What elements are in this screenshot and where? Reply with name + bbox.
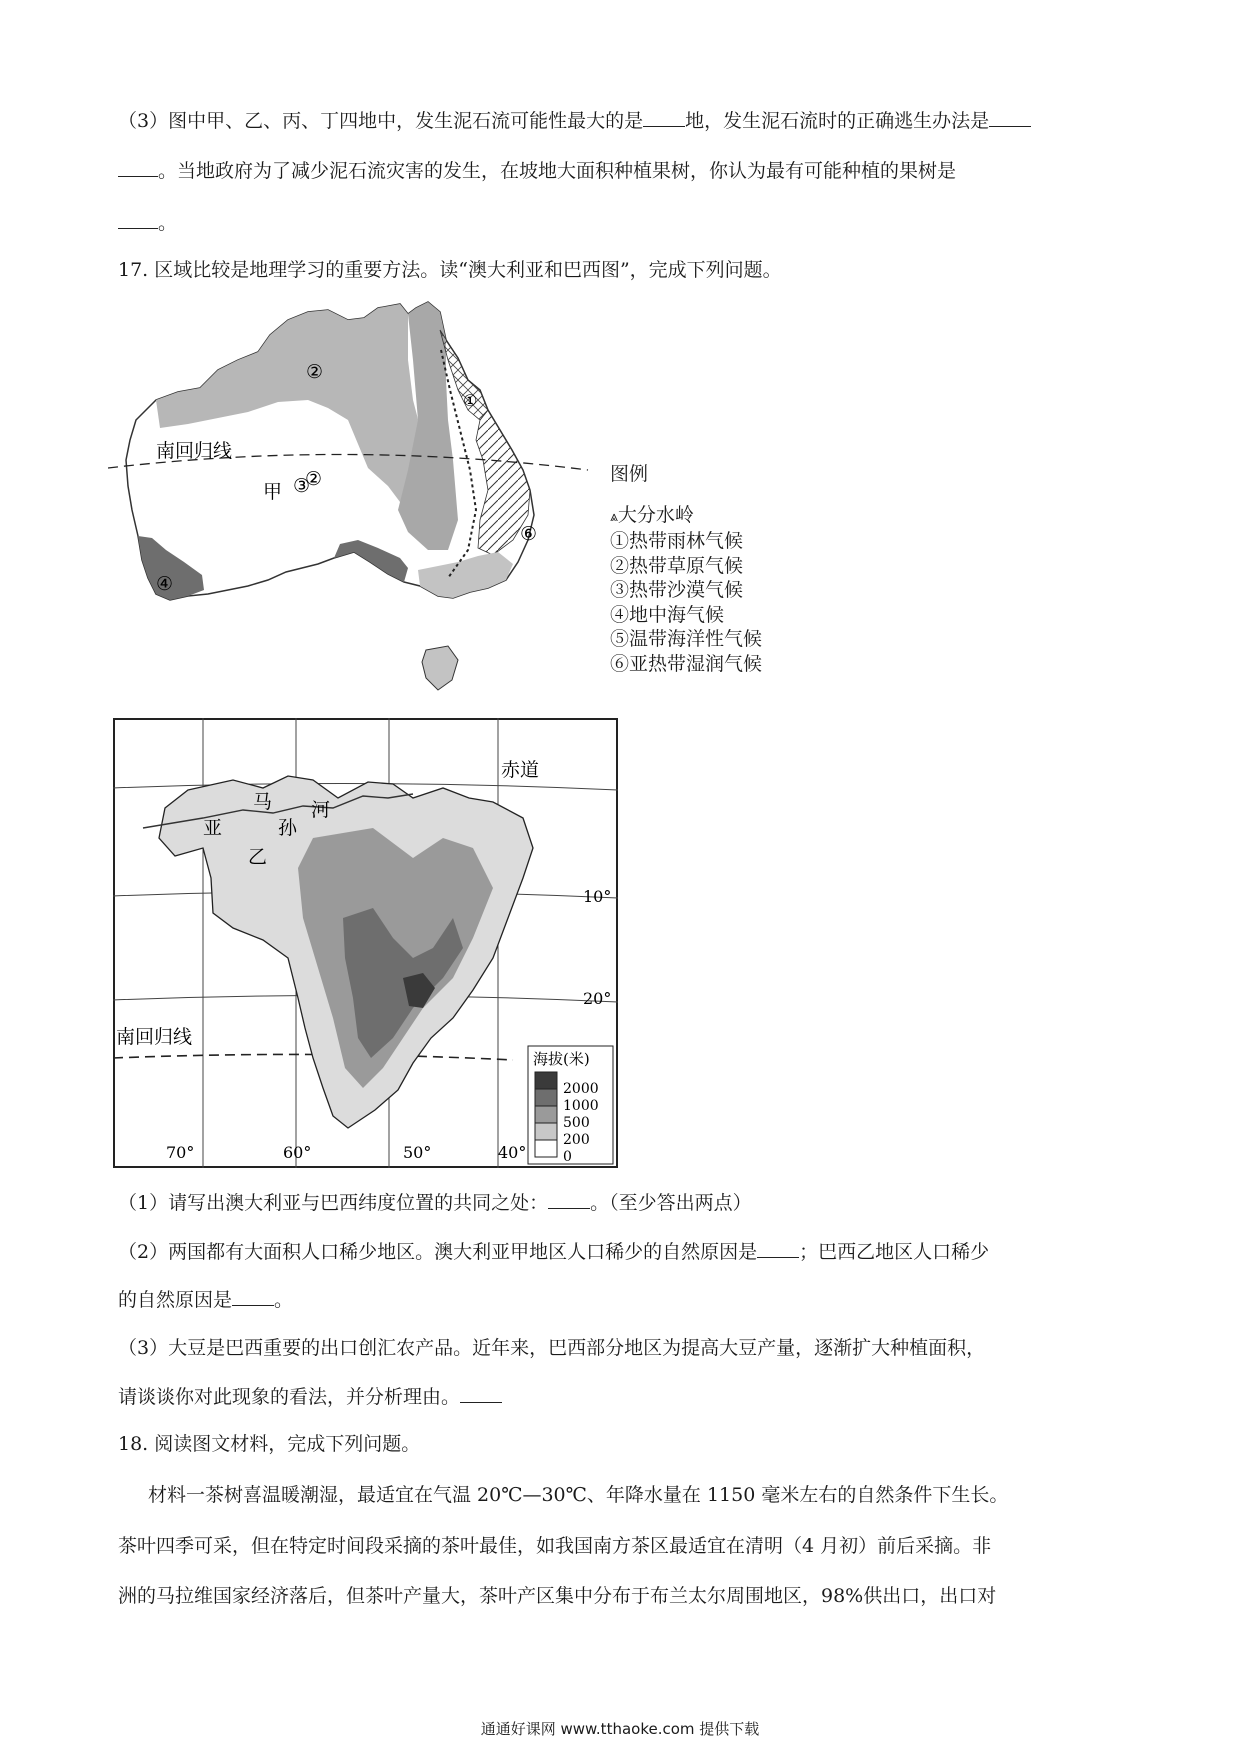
q17-1-suffix: 。（至少答出两点） bbox=[590, 1192, 752, 1214]
q16-3-text-b: 地，发生泥石流时的正确逃生办法是 bbox=[685, 110, 990, 132]
river-char: 孙 bbox=[278, 817, 298, 839]
page-footer: 通通好课网 www.tthaoke.com 提供下载 bbox=[480, 1720, 760, 1738]
legend-item: ⑥亚热带湿润气候 bbox=[610, 652, 763, 675]
river-char: 亚 bbox=[203, 817, 223, 839]
q16-3-text-d: 。 bbox=[158, 212, 178, 234]
q18-material1-line2: 茶叶四季可采，但在特定时间段采摘的茶叶最佳，如我国南方茶区最适宜在清明（4 月初）前后采摘。非 bbox=[118, 1535, 992, 1557]
lon-label: 60° bbox=[283, 1143, 312, 1162]
zone-label-2: ② bbox=[305, 468, 323, 490]
elevation-level: 200 bbox=[563, 1132, 590, 1148]
q18-material1-line1: 材料一茶树喜温暖潮湿，最适宜在气温 20℃—30℃、年降水量在 1150 毫米左右的自然条件下生长。 bbox=[148, 1484, 1009, 1506]
legend-item: ④地中海气候 bbox=[610, 603, 725, 626]
q17-intro: 17. 区域比较是地理学习的重要方法。读“澳大利亚和巴西图”，完成下列问题。 bbox=[118, 259, 782, 281]
q18-intro: 18. 阅读图文材料，完成下列问题。 bbox=[118, 1433, 421, 1455]
q17-2-text-d: 。 bbox=[274, 1289, 294, 1311]
elevation-legend-title: 海拔(米) bbox=[533, 1050, 590, 1068]
tropic-label: 南回归线 bbox=[156, 440, 233, 462]
q17-2-text-a: （2）两国都有大面积人口稀少地区。澳大利亚甲地区人口稀少的自然原因是 bbox=[118, 1241, 758, 1263]
answer-blank[interactable] bbox=[989, 108, 1031, 127]
zone-label-2-marker: ② bbox=[306, 361, 324, 383]
australia-map bbox=[108, 300, 598, 720]
lon-label: 70° bbox=[166, 1143, 195, 1162]
lon-label: 50° bbox=[403, 1143, 432, 1162]
answer-blank[interactable] bbox=[118, 158, 158, 177]
river-char: 河 bbox=[311, 799, 331, 821]
q17-2-text-c: 的自然原因是 bbox=[118, 1289, 233, 1311]
q16-3-text-a: （3）图中甲、乙、丙、丁四地中，发生泥石流可能性最大的是 bbox=[118, 110, 644, 132]
q16-3-line2 bbox=[118, 158, 956, 183]
legend-item: ①热带雨林气候 bbox=[610, 530, 744, 552]
place-jia: 甲 bbox=[263, 481, 283, 503]
place-yi: 乙 bbox=[248, 846, 268, 868]
brazil-map bbox=[113, 718, 618, 1168]
q17-1-text: （1）请写出澳大利亚与巴西纬度位置的共同之处： bbox=[118, 1192, 549, 1214]
tasmania bbox=[422, 646, 458, 690]
q17-1 bbox=[118, 1190, 752, 1215]
zone-label-3-marker: ③ bbox=[293, 475, 311, 497]
elevation-level: 1000 bbox=[563, 1098, 599, 1114]
zone-label-5-marker: ⑤ bbox=[478, 600, 496, 622]
q18-material1-line3: 洲的马拉维国家经济落后，但茶叶产量大，茶叶产区集中分布于布兰太尔周围地区，98%供出口，出口对 bbox=[118, 1585, 997, 1607]
q17-2-line2 bbox=[118, 1287, 293, 1312]
legend-item: ⩓大分水岭 bbox=[610, 503, 694, 526]
answer-blank[interactable] bbox=[643, 108, 685, 127]
lat-label: 20° bbox=[583, 989, 612, 1008]
legend-item: ③热带沙漠气候 bbox=[610, 579, 744, 601]
q17-3-line1: （3）大豆是巴西重要的出口创汇农产品。近年来，巴西部分地区为提高大豆产量，逐渐扩大种植面积， bbox=[118, 1337, 986, 1359]
zone-label-4-marker: ④ bbox=[156, 573, 174, 595]
elevation-level: 0 bbox=[563, 1149, 572, 1165]
lon-label: 40° bbox=[498, 1143, 527, 1162]
answer-blank[interactable] bbox=[232, 1287, 274, 1306]
q17-3-line2 bbox=[118, 1384, 502, 1409]
zone-label-1-marker: ① bbox=[463, 391, 478, 410]
q17-3-text: 请谈谈你对此现象的看法，并分析理由。 bbox=[118, 1386, 461, 1408]
zone-label-6-marker: ⑥ bbox=[520, 523, 538, 545]
answer-blank[interactable] bbox=[757, 1239, 799, 1258]
lat-label: 10° bbox=[583, 887, 612, 906]
answer-blank[interactable] bbox=[118, 210, 158, 229]
answer-blank[interactable] bbox=[548, 1190, 590, 1209]
q17-2-text-b: ；巴西乙地区人口稀少 bbox=[799, 1241, 990, 1263]
q16-3-text-c: 。当地政府为了减少泥石流灾害的发生，在坡地大面积种植果树，你认为最有可能种植的果树是 bbox=[158, 160, 957, 182]
q16-3-line1 bbox=[118, 108, 1031, 133]
elevation-legend bbox=[528, 1046, 613, 1165]
elevation-level: 500 bbox=[563, 1115, 590, 1131]
elevation-level: 2000 bbox=[563, 1081, 599, 1097]
river-char: 马 bbox=[253, 791, 273, 813]
mountain-icon: ⩓ bbox=[610, 508, 618, 525]
equator-label: 赤道 bbox=[501, 759, 540, 781]
q17-2-line1 bbox=[118, 1239, 989, 1264]
legend-title: 图例 bbox=[610, 463, 649, 485]
q16-3-line3 bbox=[118, 210, 177, 235]
answer-blank[interactable] bbox=[460, 1384, 502, 1403]
legend-item: ⑤温带海洋性气候 bbox=[610, 628, 763, 650]
australia-legend bbox=[610, 462, 762, 676]
legend-item: ②热带草原气候 bbox=[610, 554, 744, 577]
tropic-label: 南回归线 bbox=[116, 1026, 193, 1048]
